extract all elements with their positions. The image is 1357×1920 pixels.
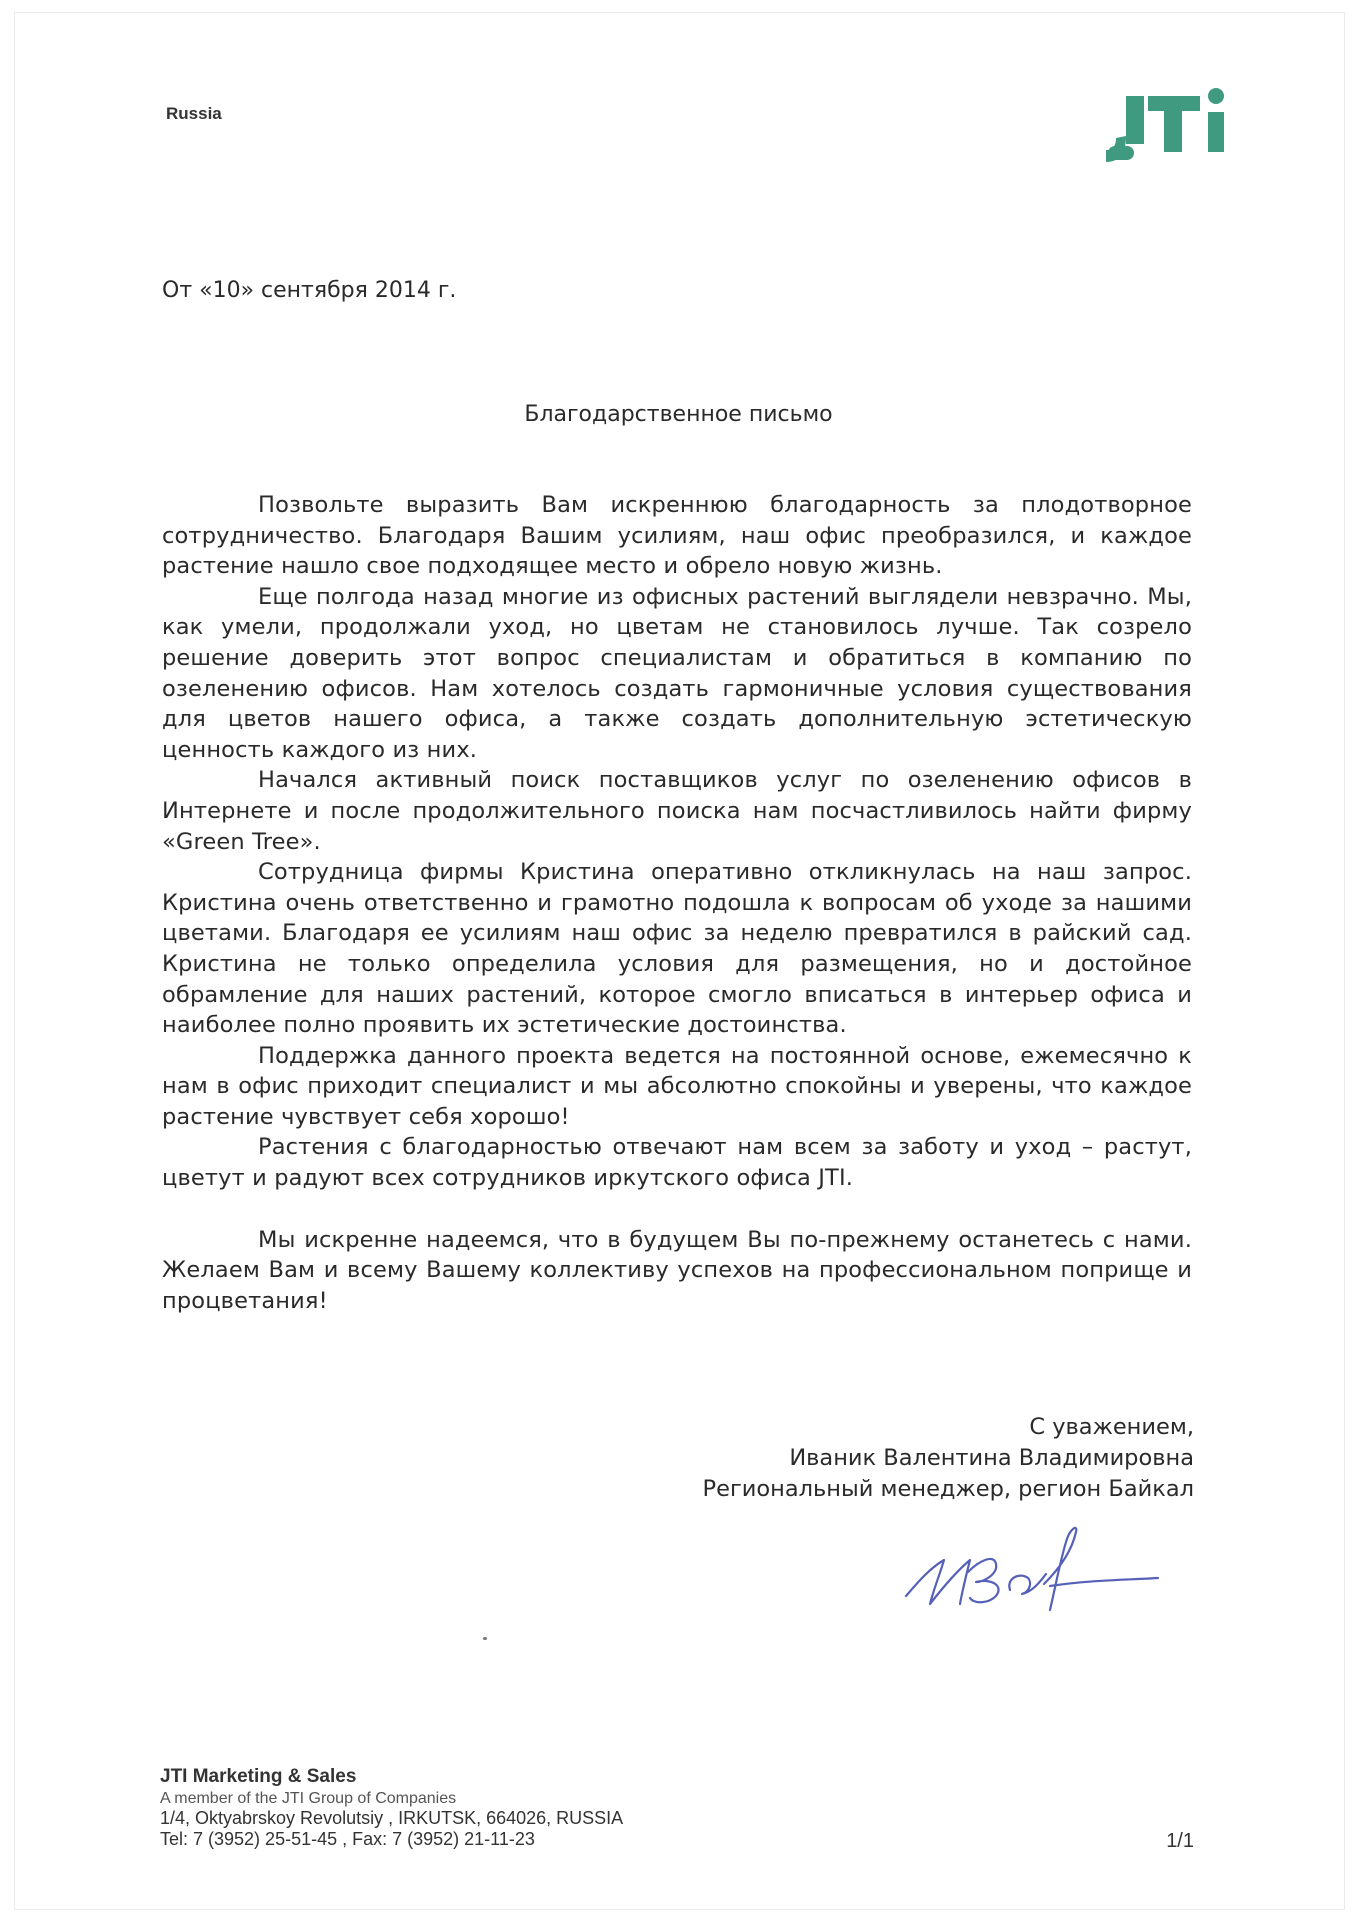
closing-regards: С уважением, — [1029, 1414, 1194, 1440]
footer-address: 1/4, Oktyabrskoy Revolutsiy , IRKUTSK, 664026, RUSSIA — [160, 1808, 624, 1828]
letter-body — [162, 490, 1192, 1316]
closing-block — [703, 1412, 1194, 1504]
paragraph-background: Еще полгода назад многие из офисных растений выглядели невзрачно. Мы, как умели, продолжали уход, но цветам не становилось лучше. Так созрело решение доверить этот вопрос специалистам и обратиться в компанию по озеленению офисов. Нам хотелось создать гармоничные условия существования для цветов нашего офиса, а также создать дополнительную эстетическую ценность каждого из них. — [162, 583, 1192, 763]
signer-position: Региональный менеджер, регион Байкал — [702, 1475, 1194, 1502]
handwritten-signature — [900, 1520, 1170, 1620]
paragraph-plants: Растения с благодарностью отвечают нам всем за заботу и уход – растут, цветут и радуют всех сотрудников иркутского офиса JTI. — [162, 1134, 1192, 1192]
footer-block — [160, 1765, 623, 1850]
jti-logo — [1104, 76, 1236, 172]
letter-date: От «10» сентября 2014 г. — [162, 278, 457, 303]
paragraph-gratitude: Позвольте выразить Вам искреннюю благодарность за плодотворное сотрудничество. Благодаря Вашим усилиям, наш офис преобразился, и каждое растение нашло свое подходящее место и обрело новую жизнь. — [162, 492, 1192, 580]
paragraph-support: Поддержка данного проекта ведется на постоянной основе, ежемесячно к нам в офис приходит специалист и мы абсолютно спокойны и уверены, что каждое растение чувствует себя хорошо! — [162, 1042, 1192, 1130]
footer-phones: Tel: 7 (3952) 25-51-45 , Fax: 7 (3952) 21-11-23 — [160, 1829, 535, 1849]
country-label: Russia — [166, 104, 222, 123]
footer-member-line: A member of the JTI Group of Companies — [160, 1790, 457, 1807]
paragraph-search: Начался активный поиск поставщиков услуг по озеленению офисов в Интернете и после продолжительного поиска нам посчастливилось найти фирму «Green Tree». — [162, 767, 1192, 855]
scan-speck — [483, 1637, 487, 1640]
page-number: 1/1 — [1166, 1830, 1194, 1852]
paragraph-wishes: Мы искренне надеемся, что в будущем Вы по-прежнему останетесь с нами. Желаем Вам и всему Вашему коллективу успехов на профессиональном поприще и процветания! — [162, 1226, 1192, 1314]
signer-name: Иваник Валентина Владимировна — [789, 1444, 1194, 1471]
jti-logo-letters — [1106, 88, 1224, 162]
letter-title: Благодарственное письмо — [524, 402, 833, 427]
footer-company: JTI Marketing & Sales — [160, 1766, 357, 1787]
paragraph-kristina: Сотрудница фирмы Кристина оперативно откликнулась на наш запрос. Кристина очень ответственно и грамотно подошла к вопросам об уходе за нашими цветами. Благодаря ее усилиям наш офис за неделю превратился в райский сад. Кристина не только определила условия для размещения, но и достойное обрамление для наших растений, которое смогло вписаться в интерьер офиса и наиболее полно проявить их эстетические достоинства. — [162, 859, 1192, 1039]
